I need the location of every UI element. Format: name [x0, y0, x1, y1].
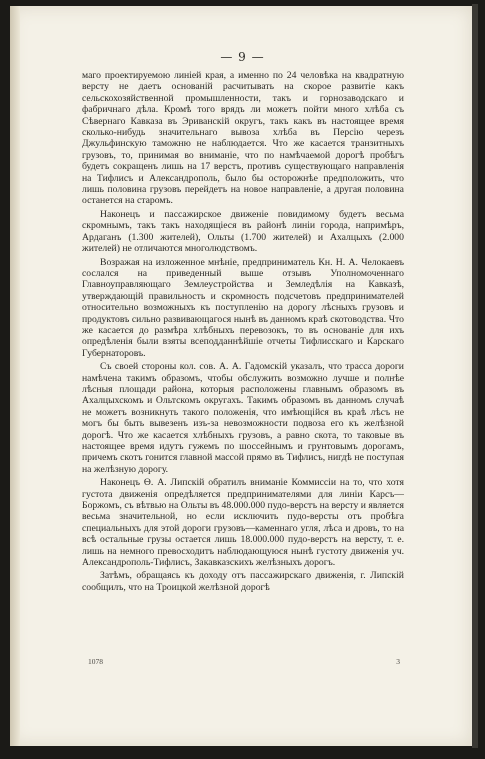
- paragraph-4: Съ своей стороны кол. сов. А. А. Гадомскiй указалъ, что трасса дороги намѣчена такимъ образомъ, чтобы обслужить возможно лучше и полнѣе лѣсныя площади района, которыя расположены главнымъ образомъ въ Ахалцыхскомъ и Ольтскомъ округахъ. Такимъ образомъ въ данномъ случаѣ не можетъ возникнуть такого положенiя, что имѣющiйся въ краѣ лѣсъ не могъ бы быть вывезенъ изъ-за невозможности подвоза его къ желѣзной дорогѣ. Что же касается хлѣбныхъ грузовъ, а равно скота, то таковые въ настоящее время идутъ гужемъ по шоссейнымъ и грунтовымъ дорогамъ, причемъ скотъ гонится главной массой прямо въ Тифлисъ, нигдѣ не поступая на желѣзную дорогу.: [82, 361, 404, 475]
- page-binding-shadow: [10, 6, 20, 746]
- page-edge: [472, 4, 478, 748]
- paragraph-3: Возражая на изложенное мнѣнiе, предприниматель Кн. Н. А. Челокаевъ сослался на приведенный выше отзывъ Уполномоченнаго Главноуправляющаго Землеустройства и Земледѣлiя на Кавказѣ, утверждающiй правильность и скромность подсчетовъ предпринимателей относительно возможныхъ къ поступленiю на дорогу лѣсныхъ грузовъ и продуктовъ сильно развивающагося нынѣ въ данномъ краѣ скотоводства. Что же касается до размѣра хлѣбныхъ перевозокъ, то въ основанiе для ихъ опредѣленiя были взяты всеподданнѣйшiе отчеты Тифлисскаго и Карскаго Губернаторовъ.: [82, 256, 404, 359]
- paragraph-1: маго проектируемою линiей края, а именно по 24 человѣка на квадратную версту не даетъ основанiй расчитывать на скорое развитiе какъ сельскохозяйственной промышленности, такъ и горнозаводскаго и фабричнаго дѣла. Кромѣ того врядъ ли можетъ пойти много хлѣба съ Сѣвернаго Кавказа въ Эриванскiй округъ, такъ какъ въ настоящее время сколько-нибудь значительнаго вывоза хлѣба въ Персiю черезъ Джульфинскую таможню не наблюдается. Что же касается транзитныхъ грузовъ, то, принимая во вниманiе, что по намѣчаемой дорогѣ пробѣгъ будетъ сокращенъ лишь на 17 верстъ, противъ существующаго направленiя на Тифлисъ и Александрополь, было бы осторожнѣе предположить, что лишь половина грузовъ перейдетъ на новое направленiе, а другая половина останется на старомъ.: [82, 70, 404, 207]
- sheet-number: 3: [396, 657, 400, 666]
- body-text: [82, 70, 404, 595]
- printer-signature: 1078: [88, 657, 103, 666]
- page-number: — 9 —: [220, 50, 265, 64]
- paragraph-5: Наконецъ Ѳ. А. Липскiй обратилъ вниманiе Коммиссiи на то, что хотя густота движенiя опредѣляется предпринимателями для линiи Карсъ—Боржомъ, съ вѣтвью на Ольты въ 48.000.000 пудо-верстъ на версту и является весьма значительной, но если исключить пудо-версты отъ пробѣга специальныхъ для этой дороги грузовъ—каменнаго угля, лѣса и дровъ, то на всѣ остальные грузы остается лишь 18.000.000 пудо-верстъ на версту, т. е. лишь на немного превосходитъ наблюдающуюся нынѣ густоту движенiя уч. Александрополь-Тифлисъ, Закавказскихъ желѣзныхъ дорогъ.: [82, 477, 405, 569]
- paragraph-2: Наконецъ и пассажирское движенiе повидимому будетъ весьма скромнымъ, такъ такъ находящiеся въ районѣ линiи города, напримѣръ, Ардаганъ (1.300 жителей), Ольты (1.700 жителей) и Ахалцыхъ (2.000 жителей) не отличаются многолюдствомъ.: [82, 208, 404, 255]
- paragraph-6: Затѣмъ, обращаясь къ доходу отъ пассажирскаго движенiя, г. Липскiй сообщилъ, что на Троицкой желѣзной дорогѣ: [82, 570, 404, 593]
